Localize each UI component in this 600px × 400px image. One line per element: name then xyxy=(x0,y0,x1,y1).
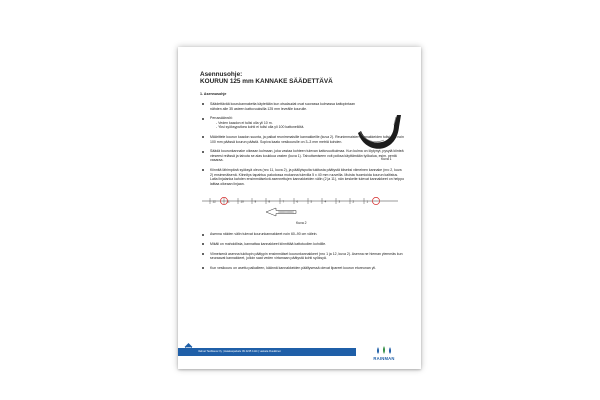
bullet-dot-icon xyxy=(202,136,204,138)
document-page xyxy=(178,47,421,369)
page-footer xyxy=(178,336,421,369)
bullet-item xyxy=(200,242,405,247)
ruler-number: 5 xyxy=(310,199,313,204)
footer-text: Valmet Teollisuus Oy | Asiakaspalvelu 09 4245 1114 | vaskela Ruukkinet xyxy=(198,350,281,353)
fig2-caption: Kuva 2 xyxy=(296,221,307,226)
bullet-text: Säädä kourunkannake oikeaan kulmaan, joka vastaa kohteen tulevan kattovuutkulmaa. Kun kulma on löytynyt, pysytä kiinteä vieseesi reiässä ja taivuta se alas koukkua vasten (kuva 1). Taivuttamiseen voit poiksa käyttämään työkalua, esim. pentä vasaraa. xyxy=(210,149,404,163)
bullet-text: Säädettävää kourukannaketta käytetään kun otsalaudat ovat suorassa kulmassa kattopintaan nähden alle 35 asteen kattovuuksilla 125 mm leveälle kourulle. xyxy=(210,102,355,111)
bullet-text: Mikäli on mahdollista, kannattaa kannakkeet kiinnittää kattotuolien kohdille. xyxy=(210,241,327,246)
ruler-number: 4 xyxy=(324,199,327,204)
ruler-number: 3 xyxy=(338,199,341,204)
bullet-item xyxy=(200,252,405,261)
fig1-caption: Kuva 1 xyxy=(381,157,392,161)
bullet-text: Kiinnitä lähimpänä syöksyä oleva (nro 11, kuva 2), ja päällyispuita tukitusta päätystä kiiseksi viimeinen kannake (nro 2, kuva 2) ensimmäisenä. Kiinnitys tapahtuu pakotossa mukanna tulevilla 5 x 40 mm ruuveilla. Muista huomioida kourun kaltistus. Laita linjalanka kahden ensimmäisekvä asennettujen kannakkeiden välin (2 ja 11), nän keskeite tulevat kannakkeet on helppo laittaa oikeaan linjaan. xyxy=(210,167,405,186)
section-heading: 1. Asennusohje xyxy=(200,92,227,96)
ruler-number: 9 xyxy=(254,199,257,204)
doc-title-label: Asennusohje: xyxy=(200,71,243,78)
brand-logo xyxy=(364,344,404,364)
bullet-item xyxy=(200,168,405,186)
ruler-number: 6 xyxy=(296,199,299,204)
ruler-number: 2 xyxy=(352,199,355,204)
gutter-hanger-image xyxy=(347,107,405,163)
direction-arrow-icon xyxy=(266,208,296,216)
bullet-dot-icon xyxy=(202,118,204,120)
ruler-number: 10 xyxy=(240,199,244,204)
bullet-text: Asenna näiden välin tulevat kourunkannakkeet noin 60–90 cm välein. xyxy=(210,232,318,237)
document-content xyxy=(200,71,405,275)
bullet-item xyxy=(200,102,355,111)
bullet-text: Viimeisenä asenna tukitupin päätypin ensimmäiset kourunkannakkeet (nro 1 ja 12, kuva 2). Asenna ne hieman ylemmäs kun seuraavat kannakkeet, jolloin saat veden virtamaan päätystä kohti syöksyä. xyxy=(210,251,403,261)
logo-text: RAINMAN xyxy=(373,356,395,361)
bullet-dot-icon xyxy=(202,151,204,153)
bullet-dot-icon xyxy=(202,169,204,171)
ruler-diagram xyxy=(200,193,400,227)
ruler-number: 7 xyxy=(282,199,285,204)
ruler-number: 11 xyxy=(226,199,230,204)
bullet-dot-icon xyxy=(202,103,204,105)
ruler-number: 1 xyxy=(366,199,369,204)
bullet-item xyxy=(200,266,405,271)
sub-bullet: - Yksi syöksyputkea kohti ei tulisi olla yli 100 kattoneliötä. xyxy=(216,125,305,130)
bullet-text: Määrittele kourun kaadon suunta, ja paikat reunimmaisille kannakkeille (kuva 2). Reunimmaisten kannakkeiden tulisi olla noin 100 mm päässä kourun päästä. Sopiva kaato vesikourulle on 3–3 mm metriä kohden. xyxy=(210,134,404,144)
bullet-dot-icon xyxy=(202,253,204,255)
bullet-dot-icon xyxy=(202,267,204,269)
bullet-text: Perussäännöt: xyxy=(210,116,233,121)
bullet-item xyxy=(200,116,355,130)
sub-bullet: - Veden kaadon ei tulisi olla yli 10 m. xyxy=(216,120,273,125)
bullet-item xyxy=(200,232,405,237)
ruler-number: 8 xyxy=(268,199,271,204)
bullet-dot-icon xyxy=(202,234,204,236)
ruler-number: 12 xyxy=(212,199,216,204)
doc-title: KOURUN 125 mm KANNAKE SÄÄDETTÄVÄ xyxy=(200,78,333,85)
bullet-text: Kun vesikouru on asettu paikalleen, käännä kannakkeiden päällysessä olevat lipareet kourun etureunan yli. xyxy=(210,265,376,270)
ruler-labels xyxy=(213,200,369,204)
bullet-dot-icon xyxy=(202,243,204,245)
